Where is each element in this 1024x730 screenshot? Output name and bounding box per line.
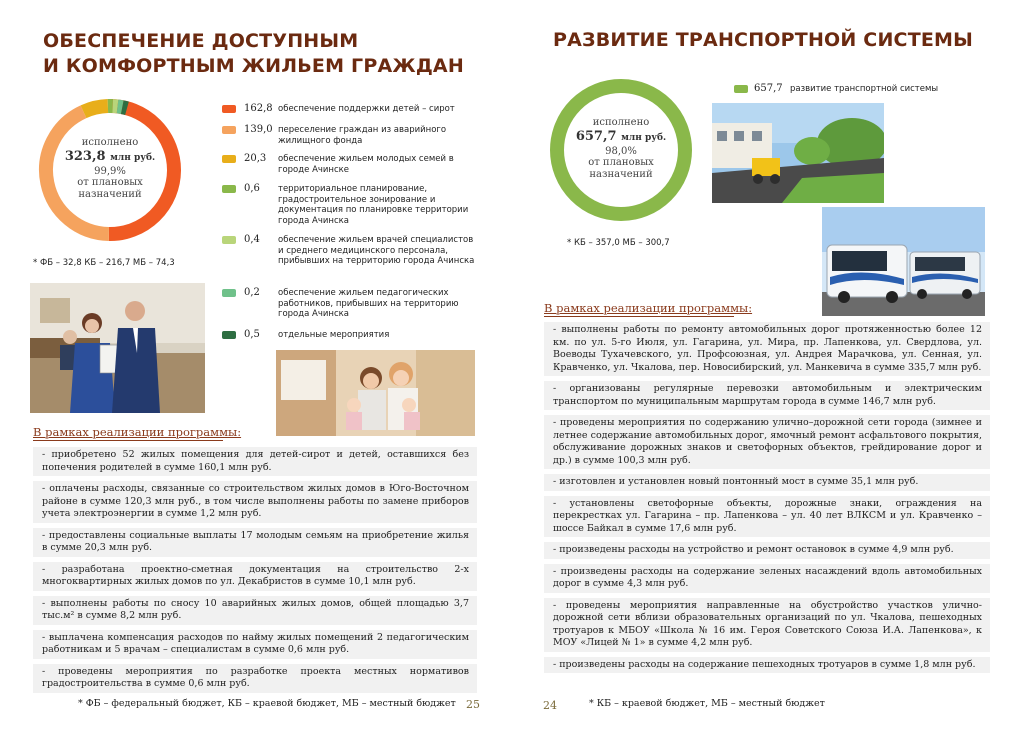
- page-number-left: 25: [466, 698, 480, 711]
- ceremony-photo: [30, 283, 205, 413]
- legend-swatch: [222, 126, 236, 134]
- left-footnote: * ФБ – федеральный бюджет, КБ – краевой бюджет, МБ – местный бюджет: [78, 698, 456, 709]
- legend-label: отдельные мероприятия: [278, 330, 390, 340]
- housing-budget-note: * ФБ – 32,8 КБ – 216,7 МБ – 74,3: [33, 258, 175, 268]
- transport-bullet-item: - произведены расходы на содержание зеленых насаждений вдоль автомобильных дорог в сумме 4,3 млн руб.: [544, 564, 990, 593]
- legend-label: обеспечение жильем врачей специалистов и среднего медицинского персонала, прибывших на территорию города Ачинска: [278, 235, 475, 266]
- right-footnote: * КБ – краевой бюджет, МБ – местный бюджет: [589, 698, 825, 709]
- legend-value: 20,3: [244, 153, 267, 164]
- right-heading: РАЗВИТИЕ ТРАНСПОРТНОЙ СИСТЕМЫ: [553, 29, 974, 51]
- legend-swatch: [222, 105, 236, 113]
- housing-section-title: В рамках реализации программы:: [33, 425, 242, 439]
- transport-bullet-list: [544, 322, 990, 678]
- legend-value: 657,7: [754, 83, 783, 94]
- housing-bullet-list: [33, 447, 477, 698]
- transport-section-title: В рамках реализации программы:: [544, 301, 753, 315]
- legend-value: 0,5: [244, 329, 260, 340]
- housing-slice-5: [118, 106, 123, 107]
- housing-section-divider: [33, 440, 223, 441]
- legend-label: обеспечение жильем педагогических работников, прибывших на территорию города Ачинска: [278, 288, 459, 319]
- housing-donut-center: исполнено 323,8 млн руб. 99,9% от плановых назначений: [64, 137, 156, 200]
- legend-label: переселение граждан из аварийного жилищного фонда: [278, 125, 447, 146]
- legend-swatch: [222, 331, 236, 339]
- legend-swatch: [222, 155, 236, 163]
- transport-bullet-item: - произведены расходы на устройство и ремонт остановок в сумме 4,9 млн руб.: [544, 542, 990, 559]
- legend-swatch: [222, 236, 236, 244]
- legend-label: территориальное планирование, градостроительное зонирование и документация по планировке территории города Ачинска: [278, 184, 469, 226]
- transport-bullet-item: - установлены светофорные объекты, дорожные знаки, ограждения на перекрестках ул. Гагарина – пр. Лапенкова – ул. 40 лет ВЛКСМ и ул. Кравченко – шоссе Байкал в сумме 17,6 млн руб.: [544, 496, 990, 538]
- legend-swatch: [734, 85, 748, 93]
- legend-label: обеспечение жильем молодых семей в городе Ачинске: [278, 154, 454, 175]
- legend-value: 0,6: [244, 183, 260, 194]
- transport-bullet-item: - произведены расходы на содержание пешеходных тротуаров в сумме 1,8 млн руб.: [544, 657, 990, 674]
- legend-value: 139,0: [244, 124, 273, 135]
- housing-bullet-item: - выплачена компенсация расходов по найму жилых помещений 2 педагогическим работникам и 5 врачам – специалистам в сумме 0,6 млн руб.: [33, 630, 477, 659]
- housing-slice-2: [84, 106, 108, 112]
- transport-section-divider: [544, 316, 734, 317]
- left-heading: ОБЕСПЕЧЕНИЕ ДОСТУПНЫМ И КОМФОРТНЫМ ЖИЛЬЕМ ГРАЖДАН: [43, 30, 464, 77]
- transport-bullet-item: - изготовлен и установлен новый понтонный мост в сумме 35,1 млн руб.: [544, 474, 990, 491]
- legend-swatch: [222, 289, 236, 297]
- transport-bullet-item: - выполнены работы по ремонту автомобильных дорог протяженностью более 12 км. по ул. 5-го Июля, ул. Гагарина, ул. Мира, пр. Лапенкова, ул. Свердлова, ул. Воеводы Тухачевского, ул. Профсоюзная, ул. Андрея Марачкова, ул. Сенная, ул. Кравченко, ул. Чкалова, пер. Новосибирский, ул. Манкевича в сумме 335,7 млн руб.: [544, 322, 990, 376]
- housing-bullet-item: - приобретено 52 жилых помещения для детей-сирот и детей, оставшихся без попечения родителей в сумме 160,1 млн руб.: [33, 447, 477, 476]
- family-photo: [276, 350, 475, 436]
- housing-slice-6: [122, 107, 127, 108]
- transport-donut-center: исполнено 657,7 млн руб. 98,0% от плановых назначений: [575, 117, 667, 180]
- legend-swatch: [222, 185, 236, 193]
- legend-label: развитие транспортной системы: [790, 84, 939, 94]
- housing-bullet-item: - проведены мероприятия по разработке проекта местных нормативов градостроительства в сумме 0,6 млн руб.: [33, 664, 477, 693]
- transport-bullet-item: - организованы регулярные перевозки автомобильным и электрическим транспортом по муниципальным маршрутам города в сумме 146,7 млн руб.: [544, 381, 990, 410]
- transport-bullet-item: - проведены мероприятия направленные на обустройство участков улично-дорожной сети вблизи образовательных организаций по ул. Чкалова, пешеходных тротуаров к МБОУ «Школа № 16 им. Героя Советского Союза И.А. Лапенкова», к МОУ «Лицей № 1» в сумме 4,2 млн руб.: [544, 598, 990, 652]
- page-number-right: 24: [543, 699, 557, 712]
- transport-bullet-item: - проведены мероприятия по содержанию улично–дорожной сети города (зимнее и летнее содержание автомобильных дорог, ямочный ремонт асфальтового покрытия, обслуживание дорожных знаков и светофорных объектов, грейдирование дорог и др.) в сумме 100,3 млн руб.: [544, 415, 990, 469]
- legend-value: 0,4: [244, 234, 260, 245]
- housing-bullet-item: - предоставлены социальные выплаты 17 молодым семьям на приобретение жилья в сумме 20,3 млн руб.: [33, 528, 477, 557]
- housing-bullet-item: - оплачены расходы, связанные со строительством жилых домов в Юго-Восточном районе в сумме 120,3 млн руб., в том числе выполнены работы по замене приборов учета электроэнергии в сумме 1,2 млн руб.: [33, 481, 477, 523]
- legend-value: 162,8: [244, 103, 273, 114]
- legend-value: 0,2: [244, 287, 260, 298]
- transport-budget-note: * КБ – 357,0 МБ – 300,7: [567, 238, 670, 248]
- legend-label: обеспечение поддержки детей – сирот: [278, 104, 455, 114]
- housing-bullet-item: - выполнены работы по сносу 10 аварийных жилых домов, общей площадью 3,7 тыс.м² в сумме 8,2 млн руб.: [33, 596, 477, 625]
- housing-bullet-item: - разработана проектно-сметная документация на строительство 2-х многоквартирных жилых домов по ул. Декабристов в сумме 10,1 млн руб.: [33, 562, 477, 591]
- buses-photo: [822, 207, 985, 316]
- road-works-photo: [712, 103, 884, 203]
